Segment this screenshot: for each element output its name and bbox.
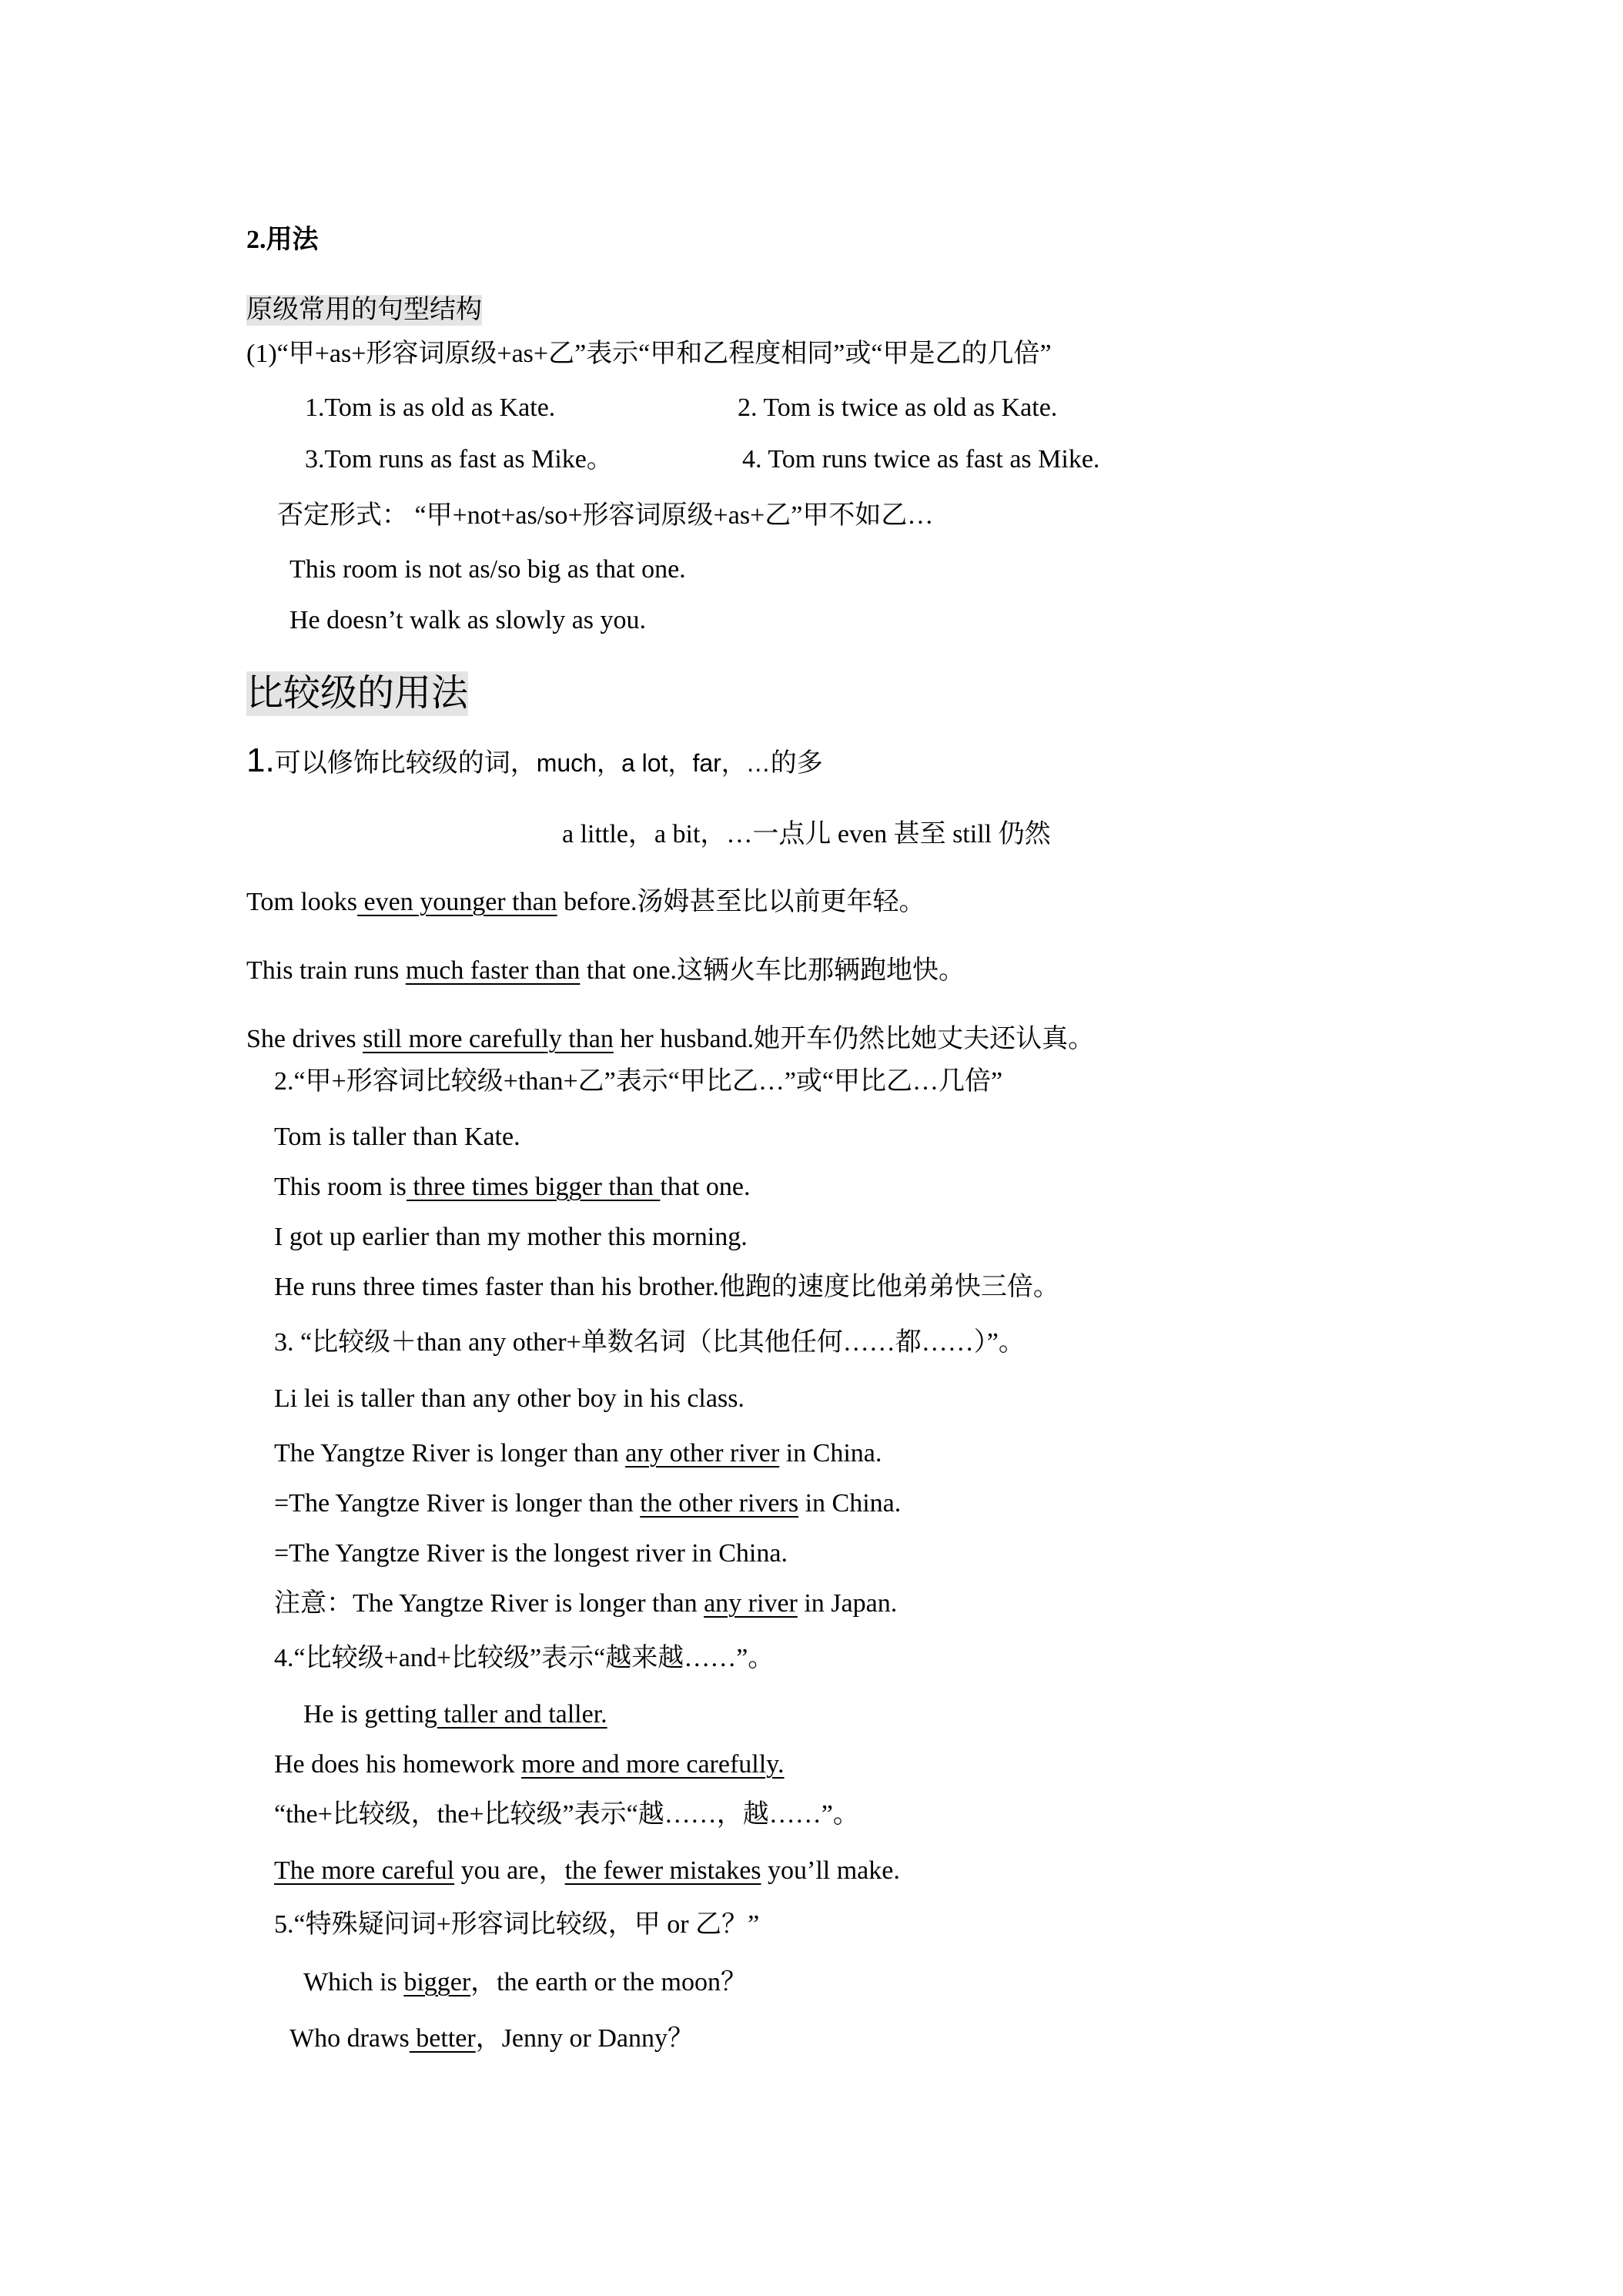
point-1-meaning: 的多 [770,749,823,778]
rule-2-example-2-text: This room is [274,1173,407,1201]
comparative-heading: 比较级的用法 [246,671,468,716]
rule-5-example-2-underline: better [409,2024,476,2053]
rule-2: 2.“甲+形容词比较级+than+乙”表示“甲比乙…”或“甲比乙…几倍” [274,1067,1003,1096]
negative-example-2: He doesn’t walk as slowly as you. [289,606,647,634]
rule-3-example-2-rest: in China. [779,1439,882,1468]
point-1-line-2: a little，a bit，…一点儿 even 甚至 still 仍然 [562,820,1051,848]
rule-3-example-1: Li lei is taller than any other boy in his class. [274,1384,745,1413]
sentence-1-text: Tom looks [246,888,358,916]
rule-5-example-1 [303,1967,747,1998]
rule-4-example-2-underline: more and more carefully. [521,1750,785,1779]
rule-3-example-2-underline: any other river [625,1439,780,1468]
rule-4b-example-underline-1: The more careful [274,1856,455,1885]
rule-3-example-2-text: The Yangtze River is longer than [274,1439,626,1468]
positive-degree-heading: 原级常用的句型结构 [246,296,482,324]
rule-2-example-1: Tom is taller than Kate. [274,1123,520,1151]
sentence-1-rest: before.汤姆甚至比以前更年轻。 [557,888,925,916]
rule-2-example-4: He runs three times faster than his brother.他跑的速度比他弟弟快三倍。 [274,1273,1059,1301]
rule-3-note-text: 注意：The Yangtze River is longer than [274,1589,704,1618]
rule-5-example-2 [289,2023,694,2054]
section-heading-usage: 2.用法 [246,226,319,254]
sentence-3-text: She drives [246,1025,363,1053]
rule-3-note-underline: any river [704,1589,798,1618]
rule-4b: “the+比较级，the+比较级”表示“越……，越……”。 [274,1800,859,1829]
rule-2-example-3: I got up earlier than my mother this morning. [274,1223,748,1251]
rule-4-example-2 [274,1749,784,1780]
example-2: 2. Tom is twice as old as Kate. [738,393,1058,422]
rule-4-example-1 [303,1699,607,1730]
rule-4b-example-underline-2: the fewer mistakes [564,1856,761,1885]
point-1-words: much，a lot，far，… [536,749,771,777]
rule-3-note [274,1588,897,1619]
sentence-3-rest: her husband.她开车仍然比她丈夫还认真。 [613,1025,1095,1053]
rule-5-example-1-text: Which is [303,1968,404,1996]
rule-3-example-4: =The Yangtze River is the longest river in China. [274,1539,788,1568]
sentence-3 [246,1024,1094,1055]
rule-4-example-1-text: He is getting [303,1700,437,1729]
rule-3-example-3 [274,1488,901,1519]
sentence-2-underline: much faster than [405,956,581,985]
rule-5-example-1-rest: ，the earth or the moon？ [470,1968,747,1996]
sentence-3-underline: still more carefully than [363,1025,614,1053]
rule-4: 4.“比较级+and+比较级”表示“越来越……”。 [274,1644,775,1672]
rule-3-example-3-underline: the other rivers [640,1489,799,1518]
rule-2-example-2-underline: three times bigger than [406,1173,661,1201]
sentence-2 [246,956,965,986]
example-3: 3.Tom runs as fast as Mike。 [305,445,613,474]
sentence-2-rest: that one.这辆火车比那辆跑地快。 [580,956,965,985]
sentence-1 [246,887,925,918]
rule-5-example-2-rest: ，Jenny or Danny？ [475,2024,694,2053]
negative-example-1: This room is not as/so big as that one. [289,555,686,584]
rule-5-example-2-text: Who draws [289,2024,410,2053]
rule-4b-example-text: you are， [454,1856,565,1885]
rule-2-example-2 [274,1172,751,1203]
rule-4b-example-rest: you’ll make. [761,1856,900,1885]
point-1-text: 可以修饰比较级的词， [274,749,537,778]
negative-form: 否定形式： “甲+not+as/so+形容词原级+as+乙”甲不如乙… [277,501,934,530]
point-1 [246,741,823,779]
rule-1: (1)“甲+as+形容词原级+as+乙”表示“甲和乙程度相同”或“甲是乙的几倍” [246,340,1052,368]
rule-4b-example [274,1856,900,1886]
sentence-1-underline: even younger than [357,888,557,916]
rule-3-note-rest: in Japan. [797,1589,898,1618]
rule-3: 3. “比较级＋than any other+单数名词（比其他任何……都……）”。 [274,1328,1025,1357]
example-4: 4. Tom runs twice as fast as Mike. [742,445,1100,474]
example-1: 1.Tom is as old as Kate. [305,393,556,422]
rule-4-example-1-underline: taller and taller. [437,1700,607,1729]
rule-3-example-3-rest: in China. [798,1489,902,1518]
rule-5-example-1-underline: bigger [403,1968,471,1996]
rule-3-example-3-text: =The Yangtze River is longer than [274,1489,641,1518]
point-1-number: 1. [246,741,275,779]
rule-4-example-2-text: He does his homework [274,1750,522,1779]
rule-5: 5.“特殊疑问词+形容词比较级，甲 or 乙？” [274,1910,760,1939]
rule-3-example-2 [274,1438,882,1469]
rule-2-example-2-rest: that one. [660,1173,751,1201]
sentence-2-text: This train runs [246,956,406,985]
